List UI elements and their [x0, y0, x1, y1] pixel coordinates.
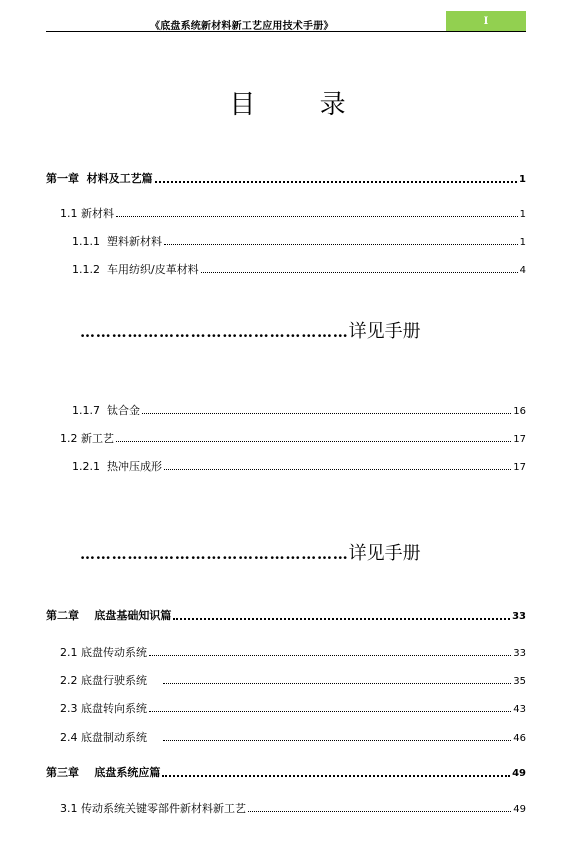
- see-manual-text: 详见手册: [348, 543, 421, 564]
- toc-entry-label: 2.3 底盘转向系统: [60, 702, 147, 715]
- toc-entry-1-1-7[interactable]: [72, 404, 526, 418]
- toc-title: 目 录: [229, 90, 374, 120]
- toc-entry-label: 2.2 底盘行驶系统: [60, 674, 161, 687]
- toc-entry-1-1-2[interactable]: [72, 263, 526, 277]
- toc-entry-page: 4: [519, 265, 526, 276]
- see-manual-note-2: [80, 544, 421, 564]
- toc-entry-2-3[interactable]: [60, 702, 526, 716]
- toc-entry-2-4[interactable]: [60, 731, 526, 745]
- toc-entry-page: 33: [512, 611, 526, 622]
- see-manual-note-1: [80, 322, 421, 342]
- toc-entry-label: 第一章 材料及工艺篇: [46, 172, 153, 185]
- dot-leader: [155, 172, 517, 183]
- toc-entry-label: 1.2 新工艺: [60, 432, 114, 445]
- toc-entry-page: 33: [513, 648, 526, 659]
- toc-entry-page: 1: [519, 237, 526, 248]
- toc-entry-page: 1: [519, 209, 526, 220]
- toc-entry-1-1-1[interactable]: [72, 235, 526, 249]
- dot-leader: [116, 207, 518, 217]
- toc-entry-label: 3.1 传动系统关键零部件新材料新工艺: [60, 802, 246, 815]
- dot-leader: [248, 802, 511, 812]
- dot-leader: [116, 432, 511, 442]
- toc-entry-2-2[interactable]: [60, 674, 526, 688]
- toc-entry-label: 第三章 底盘系统应篇: [46, 766, 161, 779]
- dot-leader: [164, 460, 511, 470]
- toc-entry-1-1[interactable]: [60, 207, 526, 221]
- toc-entry-2-1[interactable]: [60, 646, 526, 660]
- toc-entry-chapter-2[interactable]: [46, 609, 526, 623]
- dot-leader: [149, 702, 511, 712]
- see-manual-text: 详见手册: [348, 321, 421, 342]
- dot-leader: [162, 766, 510, 777]
- toc-entry-page: 49: [512, 768, 526, 779]
- toc-entry-page: 1: [519, 174, 526, 185]
- page-number-badge: I: [446, 11, 526, 31]
- dot-leader: [163, 731, 511, 741]
- toc-entry-label: 2.4 底盘制动系统: [60, 731, 161, 744]
- toc-entry-label: 2.1 底盘传动系统: [60, 646, 147, 659]
- toc-entry-label: 1.2.1 热冲压成形: [72, 460, 162, 473]
- dot-leader: [201, 263, 518, 273]
- header-title: 《底盘系统新材料新工艺应用技术手册》: [150, 21, 334, 32]
- dot-leader: [149, 646, 511, 656]
- toc-entry-label: 1.1 新材料: [60, 207, 114, 220]
- toc-entry-3-1[interactable]: [60, 802, 526, 816]
- toc-entry-1-2-1[interactable]: [72, 460, 526, 474]
- dot-leader: [164, 235, 518, 245]
- toc-entry-page: 16: [513, 406, 526, 417]
- toc-entry-page: 17: [513, 462, 526, 473]
- header-rule: [46, 31, 526, 32]
- dot-leader: ……………………………………………: [80, 323, 349, 341]
- dot-leader: [173, 609, 510, 620]
- toc-entry-label: 1.1.7 钛合金: [72, 404, 140, 417]
- toc-entry-chapter-1[interactable]: [46, 172, 526, 186]
- toc-entry-label: 1.1.2 车用纺织/皮革材料: [72, 263, 199, 276]
- toc-entry-page: 43: [513, 704, 526, 715]
- toc-entry-label: 1.1.1 塑料新材料: [72, 235, 162, 248]
- toc-entry-chapter-3[interactable]: [46, 766, 526, 780]
- dot-leader: [163, 674, 511, 684]
- dot-leader: ……………………………………………: [80, 545, 349, 563]
- toc-entry-label: 第二章 底盘基础知识篇: [46, 609, 172, 622]
- toc-entry-page: 35: [513, 676, 526, 687]
- dot-leader: [142, 404, 511, 414]
- toc-entry-page: 46: [513, 733, 526, 744]
- toc-entry-page: 17: [513, 434, 526, 445]
- toc-entry-page: 49: [513, 804, 526, 815]
- toc-entry-1-2[interactable]: [60, 432, 526, 446]
